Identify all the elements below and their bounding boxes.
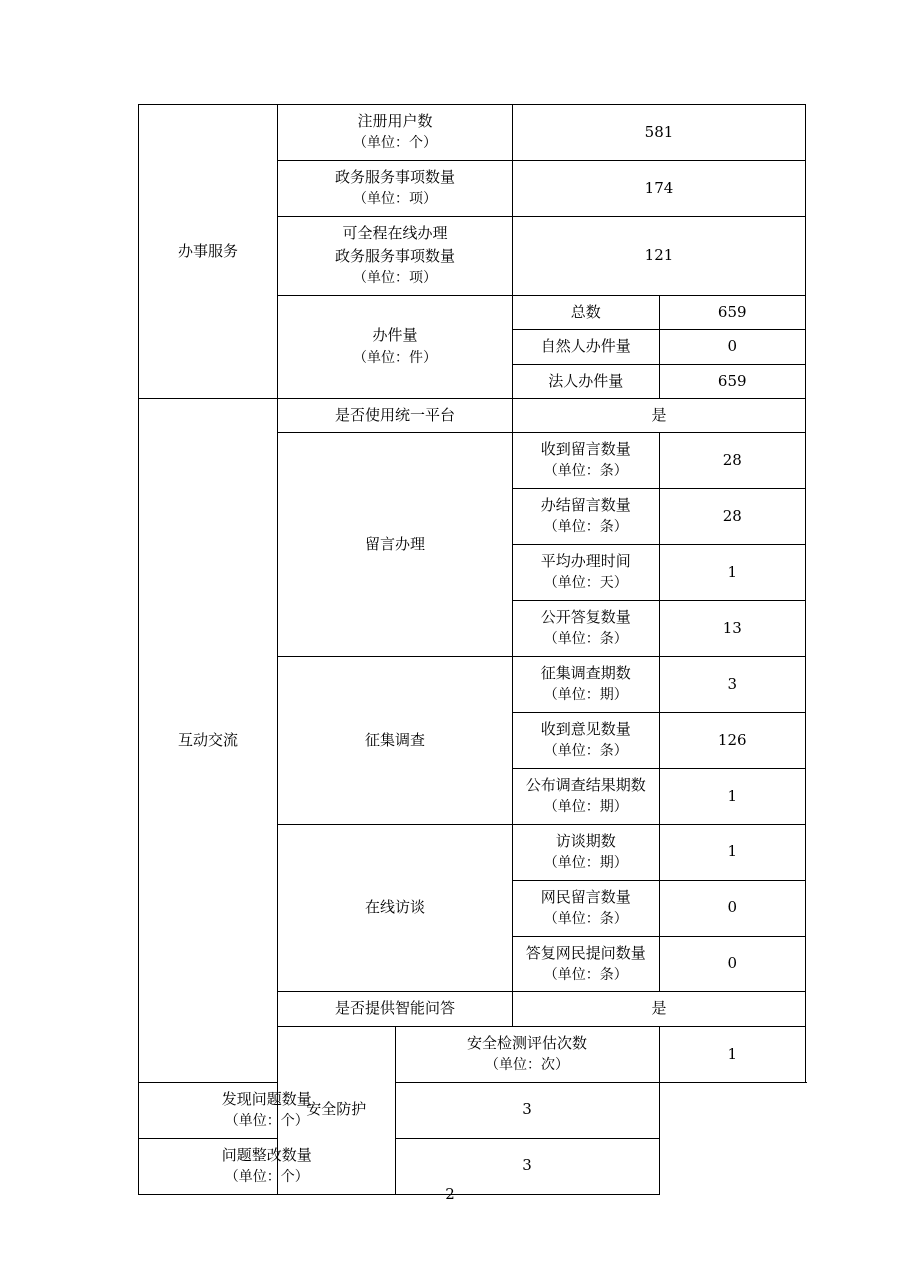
- sub-cell-average-time: [513, 544, 660, 600]
- item-label-line1: 可全程在线办理: [342, 223, 448, 242]
- item-cell-transaction-volume: [278, 296, 513, 399]
- item-label: 政务服务事项数量: [334, 167, 455, 186]
- sub-unit: （单位：条）: [543, 966, 628, 983]
- item-cell-full-online-items: [278, 216, 513, 295]
- value-cell-gov-service-items: 174: [513, 160, 806, 216]
- table-row: [139, 1082, 806, 1138]
- item-label: 注册用户数: [357, 112, 433, 130]
- sub-label-total: 总数: [513, 296, 660, 330]
- value-cell-unified-platform: 是: [513, 398, 806, 432]
- value-cell-netizen-messages: 0: [659, 880, 806, 936]
- value-cell-legal-person: 659: [659, 364, 806, 398]
- sub-unit: （单位：条）: [543, 463, 628, 480]
- sub-unit: （单位：条）: [543, 631, 628, 648]
- value-cell-issues-found: 3: [395, 1082, 659, 1138]
- item-cell-security-assessments: [395, 1026, 659, 1082]
- item-unit: （单位：次）: [485, 1056, 569, 1073]
- table-row: [139, 105, 806, 161]
- sub-cell-netizen-messages: [513, 880, 660, 936]
- sub-label: 收到意见数量: [540, 719, 631, 738]
- sub-cell-opinions-received: [513, 712, 660, 768]
- item-cell-registered-users: [278, 105, 513, 161]
- sub-cell-interview-count: [513, 824, 660, 880]
- value-cell-opinions-received: 126: [659, 712, 806, 768]
- item-cell-online-interview: 在线访谈: [278, 824, 513, 992]
- sub-cell-published-results: [513, 768, 660, 824]
- sub-unit: （单位：条）: [543, 743, 628, 759]
- item-label: 发现问题数量: [221, 1089, 312, 1108]
- sub-unit: （单位：期）: [543, 798, 628, 815]
- sub-label: 办结留言数量: [540, 496, 631, 514]
- sub-label: 网民留言数量: [540, 887, 631, 906]
- value-cell-average-time: 1: [659, 544, 806, 600]
- page-number: 2: [445, 1185, 455, 1203]
- item-label: 办件量: [372, 326, 418, 345]
- item-cell-unified-platform: 是否使用统一平台: [278, 398, 513, 432]
- sub-label-natural-person: 自然人办件量: [513, 330, 660, 364]
- sub-cell-netizen-answers: [513, 936, 660, 992]
- sub-label-legal-person: 法人办件量: [513, 364, 660, 398]
- sub-label: 公布调查结果期数: [525, 775, 646, 794]
- sub-cell-messages-completed: [513, 489, 660, 545]
- item-cell-smart-qa: 是否提供智能问答: [278, 992, 513, 1026]
- item-label: 安全检测评估次数: [466, 1033, 587, 1052]
- item-label-line2: 政务服务事项数量: [334, 247, 455, 266]
- sub-unit: （单位：期）: [543, 854, 628, 871]
- item-unit: （单位：项）: [353, 191, 437, 208]
- sub-cell-messages-received: [513, 433, 660, 489]
- category-cell-service: 办事服务: [139, 105, 278, 399]
- value-cell-messages-completed: 28: [659, 489, 806, 545]
- item-unit: （单位：个）: [224, 1168, 309, 1185]
- sub-cell-public-replies: [513, 600, 660, 656]
- item-unit: （单位：个）: [353, 135, 437, 152]
- category-cell-interaction: 互动交流: [139, 398, 278, 1082]
- value-cell-total: 659: [659, 296, 806, 330]
- category-cell-security: 安全防护: [278, 1026, 396, 1194]
- value-cell-full-online-items: 121: [513, 216, 806, 295]
- sub-label: 答复网民提问数量: [525, 943, 646, 962]
- value-cell-public-replies: 13: [659, 600, 806, 656]
- sub-unit: （单位：期）: [543, 687, 628, 704]
- value-cell-registered-users: 581: [513, 105, 806, 161]
- value-cell-smart-qa: 是: [513, 992, 806, 1026]
- item-cell-gov-service-items: [278, 160, 513, 216]
- value-cell-issues-fixed: 3: [395, 1138, 659, 1194]
- item-label: 问题整改数量: [221, 1145, 312, 1164]
- sub-unit: （单位：条）: [543, 910, 628, 927]
- value-cell-interview-count: 1: [659, 824, 806, 880]
- sub-cell-survey-count: [513, 656, 660, 712]
- value-cell-survey-count: 3: [659, 656, 806, 712]
- sub-label: 公开答复数量: [540, 607, 631, 626]
- value-cell-published-results: 1: [659, 768, 806, 824]
- value-cell-messages-received: 28: [659, 433, 806, 489]
- sub-label: 平均办理时间: [540, 551, 631, 570]
- sub-label: 收到留言数量: [540, 440, 631, 459]
- sub-unit: （单位：天）: [543, 575, 628, 592]
- sub-unit: （单位：条）: [543, 519, 628, 536]
- annual-report-table: [138, 104, 806, 1195]
- item-cell-message-handling: 留言办理: [278, 433, 513, 657]
- item-unit: （单位：个）: [224, 1112, 309, 1129]
- item-cell-survey: 征集调查: [278, 656, 513, 824]
- value-cell-netizen-answers: 0: [659, 936, 806, 992]
- item-unit: （单位：件）: [353, 349, 437, 366]
- item-unit: （单位：项）: [353, 270, 437, 287]
- value-cell-security-assessments: 1: [659, 1026, 806, 1082]
- value-cell-natural-person: 0: [659, 330, 806, 364]
- table-row: [139, 398, 806, 432]
- annual-report-table-wrapper: [138, 104, 790, 1195]
- sub-label: 征集调查期数: [540, 663, 631, 682]
- sub-label: 访谈期数: [555, 831, 616, 850]
